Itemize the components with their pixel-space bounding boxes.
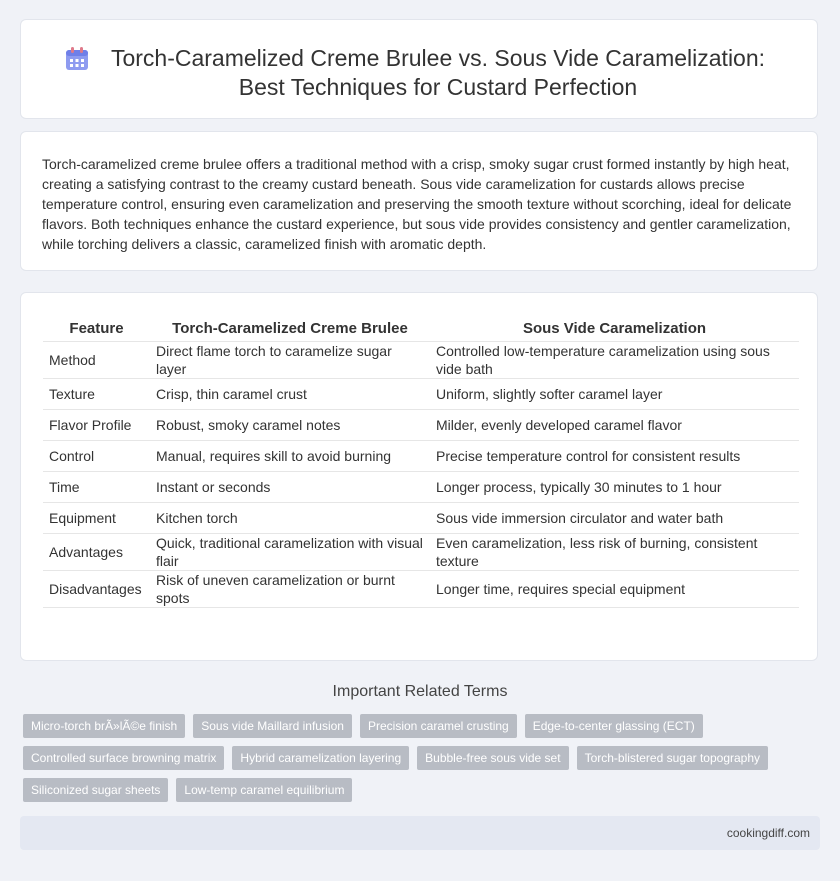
related-terms-heading: Important Related Terms <box>332 683 508 700</box>
table-row <box>43 503 799 534</box>
term-tag[interactable]: Controlled surface browning matrix <box>23 746 224 770</box>
term-tag[interactable]: Torch-blistered sugar topography <box>577 746 768 770</box>
term-tag[interactable]: Bubble-free sous vide set <box>417 746 568 770</box>
comparison-table-card <box>20 292 818 661</box>
table-cell: Method <box>43 342 150 379</box>
table-row <box>43 534 799 571</box>
table-cell: Risk of uneven caramelization or burnt spots <box>150 571 430 608</box>
table-cell: Longer process, typically 30 minutes to 1 hour <box>430 472 799 503</box>
term-tag[interactable]: Siliconized sugar sheets <box>23 778 168 802</box>
table-row <box>43 342 799 379</box>
term-tag[interactable]: Micro-torch brÃ»lÃ©e finish <box>23 714 185 738</box>
page-title-line-2: Best Techniques for Custard Perfection <box>238 74 638 100</box>
table-row <box>43 571 799 608</box>
table-header-torch: Torch-Caramelized Creme Brulee <box>150 313 430 342</box>
table-cell: Equipment <box>43 503 150 534</box>
term-tag[interactable]: Sous vide Maillard infusion <box>193 714 352 738</box>
table-cell: Manual, requires skill to avoid burning <box>150 441 430 472</box>
intro-card <box>20 131 818 271</box>
term-tag[interactable]: Edge-to-center glassing (ECT) <box>525 714 703 738</box>
table-cell: Flavor Profile <box>43 410 150 441</box>
table-cell: Advantages <box>43 534 150 571</box>
table-row <box>43 472 799 503</box>
term-tag[interactable]: Low-temp caramel equilibrium <box>176 778 352 802</box>
term-tag[interactable]: Hybrid caramelization layering <box>232 746 409 770</box>
footer-site-link[interactable]: cookingdiff.com <box>726 826 810 840</box>
page-title-line-1: Torch-Caramelized Creme Brulee vs. Sous Vide Caramelization: <box>110 45 766 71</box>
table-cell: Time <box>43 472 150 503</box>
table-cell: Quick, traditional caramelization with visual flair <box>150 534 430 571</box>
table-cell: Instant or seconds <box>150 472 430 503</box>
table-cell: Controlled low-temperature caramelization using sous vide bath <box>430 342 799 379</box>
table-header-row <box>43 313 799 342</box>
table-cell: Precise temperature control for consistent results <box>430 441 799 472</box>
table-cell: Crisp, thin caramel crust <box>150 379 430 410</box>
table-row <box>43 410 799 441</box>
table-cell: Direct flame torch to caramelize sugar layer <box>150 342 430 379</box>
table-cell: Milder, evenly developed caramel flavor <box>430 410 799 441</box>
table-cell: Even caramelization, less risk of burning, consistent texture <box>430 534 799 571</box>
title-card <box>20 19 818 119</box>
table-header-feature: Feature <box>43 313 150 342</box>
table-cell: Control <box>43 441 150 472</box>
table-row <box>43 379 799 410</box>
page-title <box>21 44 817 102</box>
comparison-table <box>43 313 799 608</box>
table-row <box>43 441 799 472</box>
footer <box>20 816 820 850</box>
table-cell: Uniform, slightly softer caramel layer <box>430 379 799 410</box>
term-tag[interactable]: Precision caramel crusting <box>360 714 517 738</box>
table-cell: Texture <box>43 379 150 410</box>
related-terms-list <box>23 714 813 810</box>
intro-paragraph: Torch-caramelized creme brulee offers a traditional method with a crisp, smoky sugar crust formed instantly by high heat, creating a satisfying contrast to the creamy custard beneath. Sous vide caramelization for custards allows precise temperature control, ensuring even caramelization and preserving the smooth texture without scorching, ideal for delicate flavors. Both techniques enhance the custard experience, but sous vide provides consistency and gentler caramelization, while torching delivers a classic, caramelized finish with aromatic depth. <box>42 156 792 252</box>
table-cell: Kitchen torch <box>150 503 430 534</box>
table-cell: Sous vide immersion circulator and water bath <box>430 503 799 534</box>
table-header-sous-vide: Sous Vide Caramelization <box>430 313 799 342</box>
table-cell: Disadvantages <box>43 571 150 608</box>
table-cell: Robust, smoky caramel notes <box>150 410 430 441</box>
table-cell: Longer time, requires special equipment <box>430 571 799 608</box>
